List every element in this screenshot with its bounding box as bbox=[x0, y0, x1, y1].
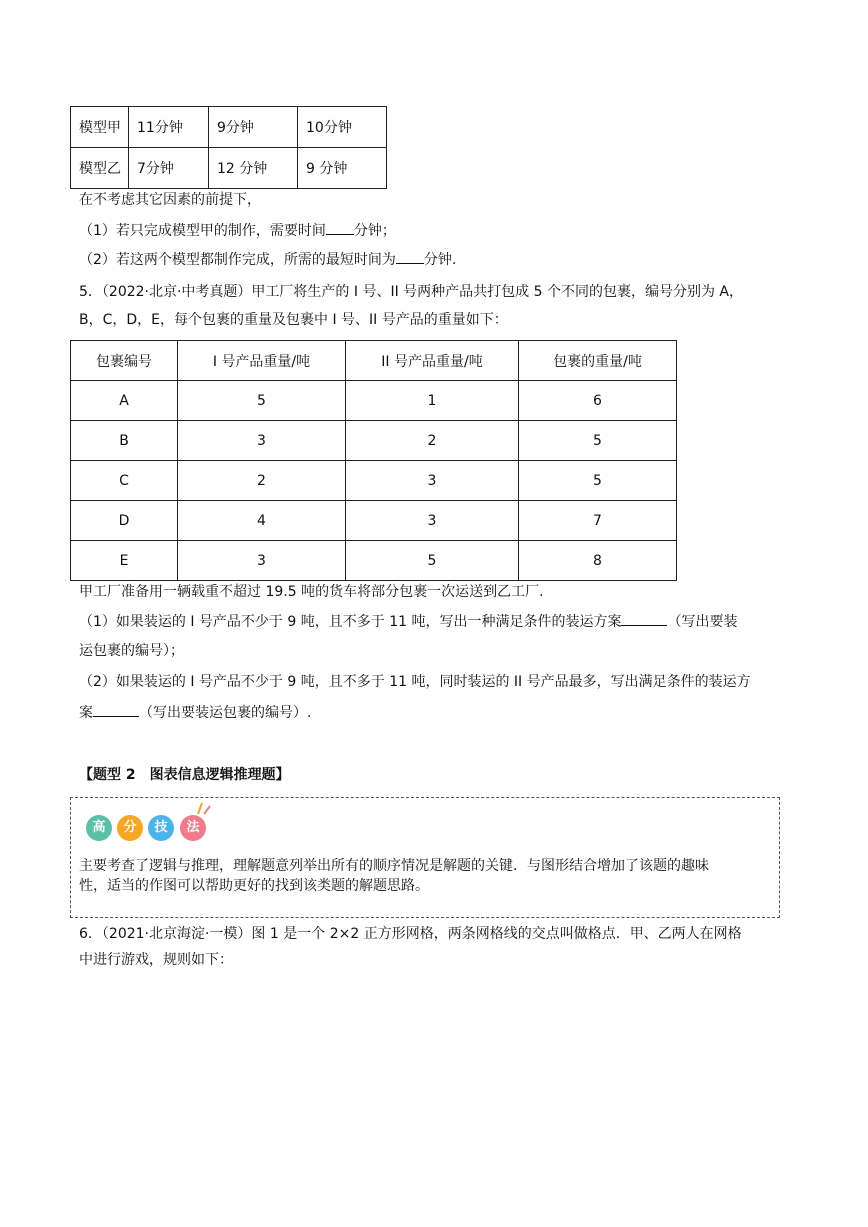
q4-part1 bbox=[79, 220, 396, 241]
answer-blank bbox=[396, 249, 424, 264]
table-row bbox=[71, 501, 677, 541]
table-cell: 1 bbox=[346, 381, 519, 421]
answer-blank bbox=[93, 702, 139, 717]
logo-badge: 分 bbox=[117, 815, 143, 841]
table-cell: 9 分钟 bbox=[298, 148, 387, 189]
q5-sub1-line2: 运包裹的编号）； bbox=[79, 643, 184, 659]
column-header: I 号产品重量/吨 bbox=[178, 341, 346, 381]
q4-part2-unit: 分钟. bbox=[423, 252, 457, 268]
table-cell: 模型乙 bbox=[71, 148, 129, 189]
q4-premise: 在不考虑其它因素的前提下， bbox=[79, 192, 261, 208]
q6-line1: 6．（2021·北京海淀·一模）图 1 是一个 2×2 正方形网格，两条网格线的交点叫做格点．甲、乙两人在网格 bbox=[79, 926, 742, 942]
table-cell: 4 bbox=[178, 501, 346, 541]
q5-sub2-line1: （2）如果装运的 I 号产品不少于 9 吨，且不多于 11 吨，同时装运的 II 号产品最多，写出满足条件的装运方 bbox=[79, 674, 751, 690]
table-cell: B bbox=[71, 421, 178, 461]
table-cell: 11分钟 bbox=[129, 107, 209, 148]
table-cell: 2 bbox=[346, 421, 519, 461]
q5-sub1-line1 bbox=[79, 611, 737, 632]
q5-sub2-note: （写出要装运包裹的编号）. bbox=[139, 705, 312, 721]
q5-intro-line2: B，C，D，E，每个包裹的重量及包裹中 I 号、II 号产品的重量如下： bbox=[79, 312, 508, 328]
table-cell: 5 bbox=[346, 541, 519, 581]
table-cell: 2 bbox=[178, 461, 346, 501]
table-cell: C bbox=[71, 461, 178, 501]
table-cell: 模型甲 bbox=[71, 107, 129, 148]
q5-intro-line1: 5．（2022·北京·中考真题）甲工厂将生产的 I 号、II 号两种产品共打包成 5 个不同的包裹，编号分别为 A， bbox=[79, 284, 744, 300]
q4-part2 bbox=[79, 249, 456, 270]
table-header-row bbox=[71, 341, 677, 381]
model-time-table bbox=[70, 106, 387, 189]
table-cell: 3 bbox=[346, 461, 519, 501]
table-row bbox=[71, 461, 677, 501]
table-cell: 5 bbox=[178, 381, 346, 421]
q5-sub2-line2 bbox=[79, 702, 311, 723]
table-cell: 5 bbox=[519, 461, 677, 501]
table-cell: 9分钟 bbox=[209, 107, 298, 148]
q5-after-table: 甲工厂准备用一辆载重不超过 19.5 吨的货车将部分包裹一次运送到乙工厂. bbox=[79, 584, 544, 600]
table-cell: A bbox=[71, 381, 178, 421]
logo-badge: 法 bbox=[180, 815, 206, 841]
table-cell: 7分钟 bbox=[129, 148, 209, 189]
answer-blank bbox=[326, 220, 354, 235]
q5-sub1-note: （写出要装 bbox=[667, 614, 738, 630]
q5-sub1-text: （1）如果装运的 I 号产品不少于 9 吨，且不多于 11 吨，写出一种满足条件的装运方案 bbox=[79, 614, 622, 630]
q4-part2-text: （2）若这两个模型都制作完成，所需的最短时间为 bbox=[79, 252, 396, 268]
section-heading: 【题型 2 图表信息逻辑推理题】 bbox=[79, 767, 290, 783]
table-row bbox=[71, 148, 387, 189]
q4-part1-text: （1）若只完成模型甲的制作，需要时间 bbox=[79, 223, 326, 239]
column-header: 包裹编号 bbox=[71, 341, 178, 381]
logo-badge: 技 bbox=[148, 815, 174, 841]
column-header: 包裹的重量/吨 bbox=[519, 341, 677, 381]
table-row bbox=[71, 381, 677, 421]
q5-sub2-text: 案 bbox=[79, 705, 93, 721]
table-cell: 6 bbox=[519, 381, 677, 421]
table-cell: 8 bbox=[519, 541, 677, 581]
table-cell: 12 分钟 bbox=[209, 148, 298, 189]
table-cell: D bbox=[71, 501, 178, 541]
table-row bbox=[71, 421, 677, 461]
table-cell: 3 bbox=[178, 541, 346, 581]
package-weight-table bbox=[70, 340, 677, 581]
table-cell: 7 bbox=[519, 501, 677, 541]
answer-blank bbox=[621, 611, 667, 626]
logo-badge: 高 bbox=[86, 815, 112, 841]
table-cell: 3 bbox=[178, 421, 346, 461]
table-cell: 5 bbox=[519, 421, 677, 461]
tip-text-line2: 性，适当的作图可以帮助更好的找到该类题的解题思路。 bbox=[79, 878, 429, 894]
q4-part1-unit: 分钟； bbox=[353, 223, 396, 239]
table-cell: 10分钟 bbox=[298, 107, 387, 148]
sparkle-icon bbox=[194, 800, 216, 816]
column-header: II 号产品重量/吨 bbox=[346, 341, 519, 381]
tip-text-line1: 主要考查了逻辑与推理，理解题意列举出所有的顺序情况是解题的关键．与图形结合增加了该题的趣味 bbox=[79, 858, 709, 874]
table-row bbox=[71, 107, 387, 148]
table-cell: E bbox=[71, 541, 178, 581]
table-cell: 3 bbox=[346, 501, 519, 541]
table-row bbox=[71, 541, 677, 581]
q6-line2: 中进行游戏，规则如下： bbox=[79, 952, 233, 968]
